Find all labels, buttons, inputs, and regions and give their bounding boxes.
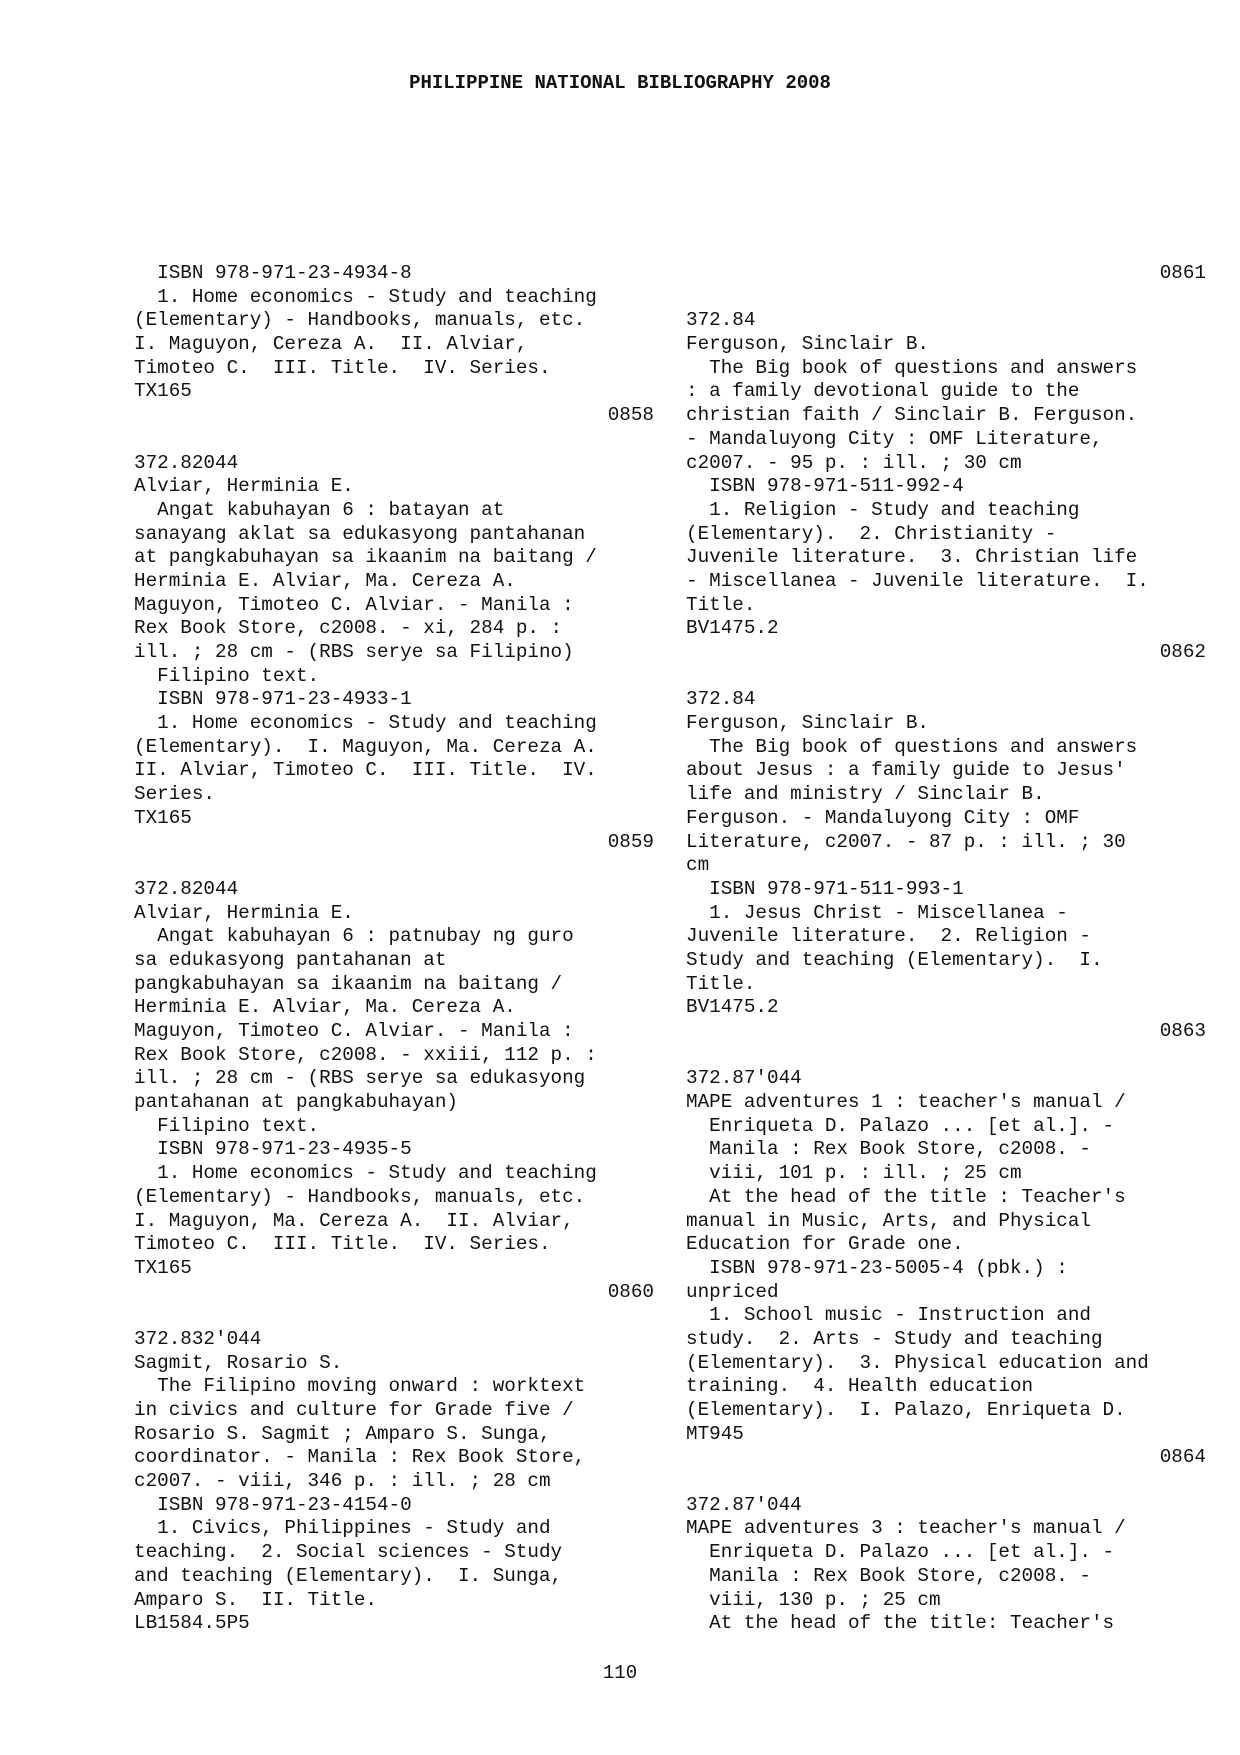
entry-line: teaching. 2. Social sciences - Study: [134, 1541, 563, 1564]
entry-line: Ferguson, Sinclair B.: [686, 333, 929, 356]
entry-line: 1. School music - Instruction and: [686, 1304, 1091, 1327]
page-header-title: PHILIPPINE NATIONAL BIBLIOGRAPHY 2008: [409, 72, 831, 94]
entry-line: c2007. - 95 p. : ill. ; 30 cm: [686, 451, 1022, 474]
page-number: 110: [602, 1662, 638, 1684]
entry-line: (Elementary) - Handbooks, manuals, etc.: [134, 1185, 586, 1208]
entry-line: sa edukasyong pantahanan at: [134, 948, 447, 971]
entry-line: 372.87'044: [686, 1067, 802, 1090]
entry-line: manual in Music, Arts, and Physical: [686, 1209, 1091, 1232]
entry-line: ill. ; 28 cm - (RBS serye sa edukasyong: [134, 1067, 586, 1090]
entry-line: Title.: [686, 593, 756, 616]
entry-line: ISBN 978-971-23-4934-8: [134, 262, 412, 284]
entry-line: Timoteo C. III. Title. IV. Series.: [134, 356, 551, 379]
entry-line: II. Alviar, Timoteo C. III. Title. IV.: [134, 759, 597, 782]
left-column: [134, 262, 654, 1636]
entry-number: 0860: [607, 1280, 654, 1303]
entry-line: Rex Book Store, c2008. - xi, 284 p. :: [134, 617, 563, 640]
entry-line: Ferguson. - Mandaluyong City : OMF: [686, 806, 1080, 829]
entry-line: (Elementary). I. Palazo, Enriqueta D.: [686, 1399, 1126, 1421]
entry-line: - Miscellanea - Juvenile literature. I.: [686, 569, 1149, 592]
entry-line: cm: [686, 854, 710, 877]
entry-line: ISBN 978-971-23-4935-5: [134, 1138, 412, 1161]
entry-line: [134, 428, 654, 452]
entry-line: ISBN 978-971-23-4933-1: [134, 688, 412, 711]
entry-line: 372.82044: [134, 877, 239, 900]
entry-line: At the head of the title : Teacher's: [686, 1185, 1126, 1208]
entry-line: Angat kabuhayan 6 : patnubay ng guro: [134, 925, 574, 948]
entry-number: 0859: [607, 830, 654, 853]
entry-line: sanayang aklat sa edukasyong pantahanan: [134, 522, 586, 545]
entry-line: Maguyon, Timoteo C. Alviar. - Manila :: [134, 593, 574, 616]
entry-line: ISBN 978-971-23-5005-4 (pbk.) :: [686, 1256, 1068, 1279]
entry-line: 372.84: [686, 688, 756, 711]
entry-line: ISBN 978-971-511-993-1: [686, 877, 964, 900]
right-column: [686, 262, 1206, 1636]
entry-number: 0858: [607, 404, 654, 427]
entry-line: Ferguson, Sinclair B.: [686, 712, 929, 735]
entry-line: Education for Grade one.: [686, 1233, 964, 1256]
entry-line: Literature, c2007. - 87 p. : ill. ; 30: [686, 830, 1126, 853]
entry-line: c2007. - viii, 346 p. : ill. ; 28 cm: [134, 1470, 551, 1493]
entry-line: 372.832'044: [134, 1327, 262, 1350]
entry-line: [134, 854, 654, 878]
entry-line: Timoteo C. III. Title. IV. Series.: [134, 1233, 551, 1256]
entry-line: [686, 1044, 1206, 1068]
entry-line: Alviar, Herminia E.: [134, 901, 354, 924]
entry-line: viii, 130 p. ; 25 cm: [686, 1588, 941, 1611]
entry-line: coordinator. - Manila : Rex Book Store,: [134, 1446, 586, 1469]
entry-line: Filipino text.: [134, 664, 320, 687]
entry-line: (Elementary) - Handbooks, manuals, etc.: [134, 309, 586, 332]
entry-line: The Filipino moving onward : worktext: [134, 1375, 586, 1398]
entry-line: TX165: [134, 380, 192, 403]
entry-line: MAPE adventures 3 : teacher's manual /: [686, 1517, 1126, 1540]
entry-line: (Elementary). 3. Physical education and: [686, 1351, 1149, 1374]
entry-line: 372.87'044: [686, 1493, 802, 1516]
entry-line: Manila : Rex Book Store, c2008. -: [686, 1138, 1091, 1161]
entry-line: Alviar, Herminia E.: [134, 475, 354, 498]
entry-line: pantahanan at pangkabuhayan): [134, 1091, 458, 1114]
entry-line: [686, 665, 1206, 689]
entry-line: and teaching (Elementary). I. Sunga,: [134, 1564, 563, 1587]
entry-line: I. Maguyon, Cereza A. II. Alviar,: [134, 333, 528, 356]
entry-line: [686, 286, 1206, 310]
entry-line: 1. Jesus Christ - Miscellanea -: [686, 901, 1068, 924]
entry-number: 0864: [1159, 1446, 1206, 1469]
entry-number: 0863: [1159, 1020, 1206, 1042]
entry-line: about Jesus : a family guide to Jesus': [686, 759, 1126, 782]
entry-line: 1. Home economics - Study and teaching: [134, 1162, 597, 1185]
entry-line: The Big book of questions and answers: [686, 735, 1138, 758]
entry-line: training. 4. Health education: [686, 1375, 1034, 1398]
entry-line: Herminia E. Alviar, Ma. Cereza A.: [134, 569, 516, 592]
entry-line: christian faith / Sinclair B. Ferguson.: [686, 404, 1138, 427]
entry-line: Rosario S. Sagmit ; Amparo S. Sunga,: [134, 1422, 551, 1445]
entry-line: Sagmit, Rosario S.: [134, 1351, 343, 1374]
entry-line: MAPE adventures 1 : teacher's manual /: [686, 1091, 1126, 1114]
entry-number: 0862: [1159, 641, 1206, 663]
entry-line: in civics and culture for Grade five /: [134, 1399, 574, 1421]
entry-line: Juvenile literature. 3. Christian life: [686, 546, 1138, 569]
entry-line: TX165: [134, 1256, 192, 1279]
entry-line: Juvenile literature. 2. Religion -: [686, 925, 1091, 948]
entry-line: The Big book of questions and answers: [686, 356, 1138, 379]
entry-line: [134, 1304, 654, 1328]
entry-line: 1. Home economics - Study and teaching: [134, 712, 597, 735]
entry-line: 1. Civics, Philippines - Study and: [134, 1517, 551, 1540]
entry-line: study. 2. Arts - Study and teaching: [686, 1327, 1103, 1350]
entry-line: (Elementary). 2. Christianity -: [686, 522, 1057, 545]
entry-line: TX165: [134, 806, 192, 829]
entry-line: pangkabuhayan sa ikaanim na baitang /: [134, 972, 563, 995]
entry-line: at pangkabuhayan sa ikaanim na baitang /: [134, 546, 597, 569]
entry-line: BV1475.2: [686, 617, 779, 640]
entry-line: MT945: [686, 1422, 744, 1445]
entry-line: 1. Religion - Study and teaching: [686, 498, 1080, 521]
entry-line: Amparo S. II. Title.: [134, 1588, 377, 1611]
entry-line: Filipino text.: [134, 1114, 320, 1137]
entry-line: 372.82044: [134, 451, 239, 474]
entry-line: Rex Book Store, c2008. - xxiii, 112 p. :: [134, 1043, 597, 1066]
entry-line: Title.: [686, 972, 756, 995]
entry-line: - Mandaluyong City : OMF Literature,: [686, 427, 1103, 450]
entry-line: Maguyon, Timoteo C. Alviar. - Manila :: [134, 1020, 574, 1042]
entry-number: 0861: [1159, 262, 1206, 284]
entry-line: ISBN 978-971-511-992-4: [686, 475, 964, 498]
entry-line: ISBN 978-971-23-4154-0: [134, 1493, 412, 1516]
entry-line: Enriqueta D. Palazo ... [et al.]. -: [686, 1114, 1115, 1137]
entry-line: : a family devotional guide to the: [686, 380, 1080, 403]
entry-line: Series.: [134, 783, 215, 806]
entry-line: ill. ; 28 cm - (RBS serye sa Filipino): [134, 641, 574, 663]
entry-line: I. Maguyon, Ma. Cereza A. II. Alviar,: [134, 1209, 574, 1232]
entry-line: Angat kabuhayan 6 : batayan at: [134, 498, 505, 521]
entry-line: 1. Home economics - Study and teaching: [134, 285, 597, 308]
entry-line: life and ministry / Sinclair B.: [686, 783, 1045, 806]
entry-line: 372.84: [686, 309, 756, 332]
entry-line: Herminia E. Alviar, Ma. Cereza A.: [134, 996, 516, 1019]
entry-line: [686, 1470, 1206, 1494]
entry-line: LB1584.5P5: [134, 1612, 250, 1635]
entry-line: viii, 101 p. : ill. ; 25 cm: [686, 1162, 1022, 1185]
entry-line: Manila : Rex Book Store, c2008. -: [686, 1564, 1091, 1587]
entry-line: unpriced: [686, 1280, 779, 1303]
entry-line: BV1475.2: [686, 996, 779, 1019]
entry-line: At the head of the title: Teacher's: [686, 1612, 1115, 1635]
entry-line: (Elementary). I. Maguyon, Ma. Cereza A.: [134, 735, 597, 758]
entry-line: Study and teaching (Elementary). I.: [686, 948, 1103, 971]
entry-line: Enriqueta D. Palazo ... [et al.]. -: [686, 1541, 1115, 1564]
